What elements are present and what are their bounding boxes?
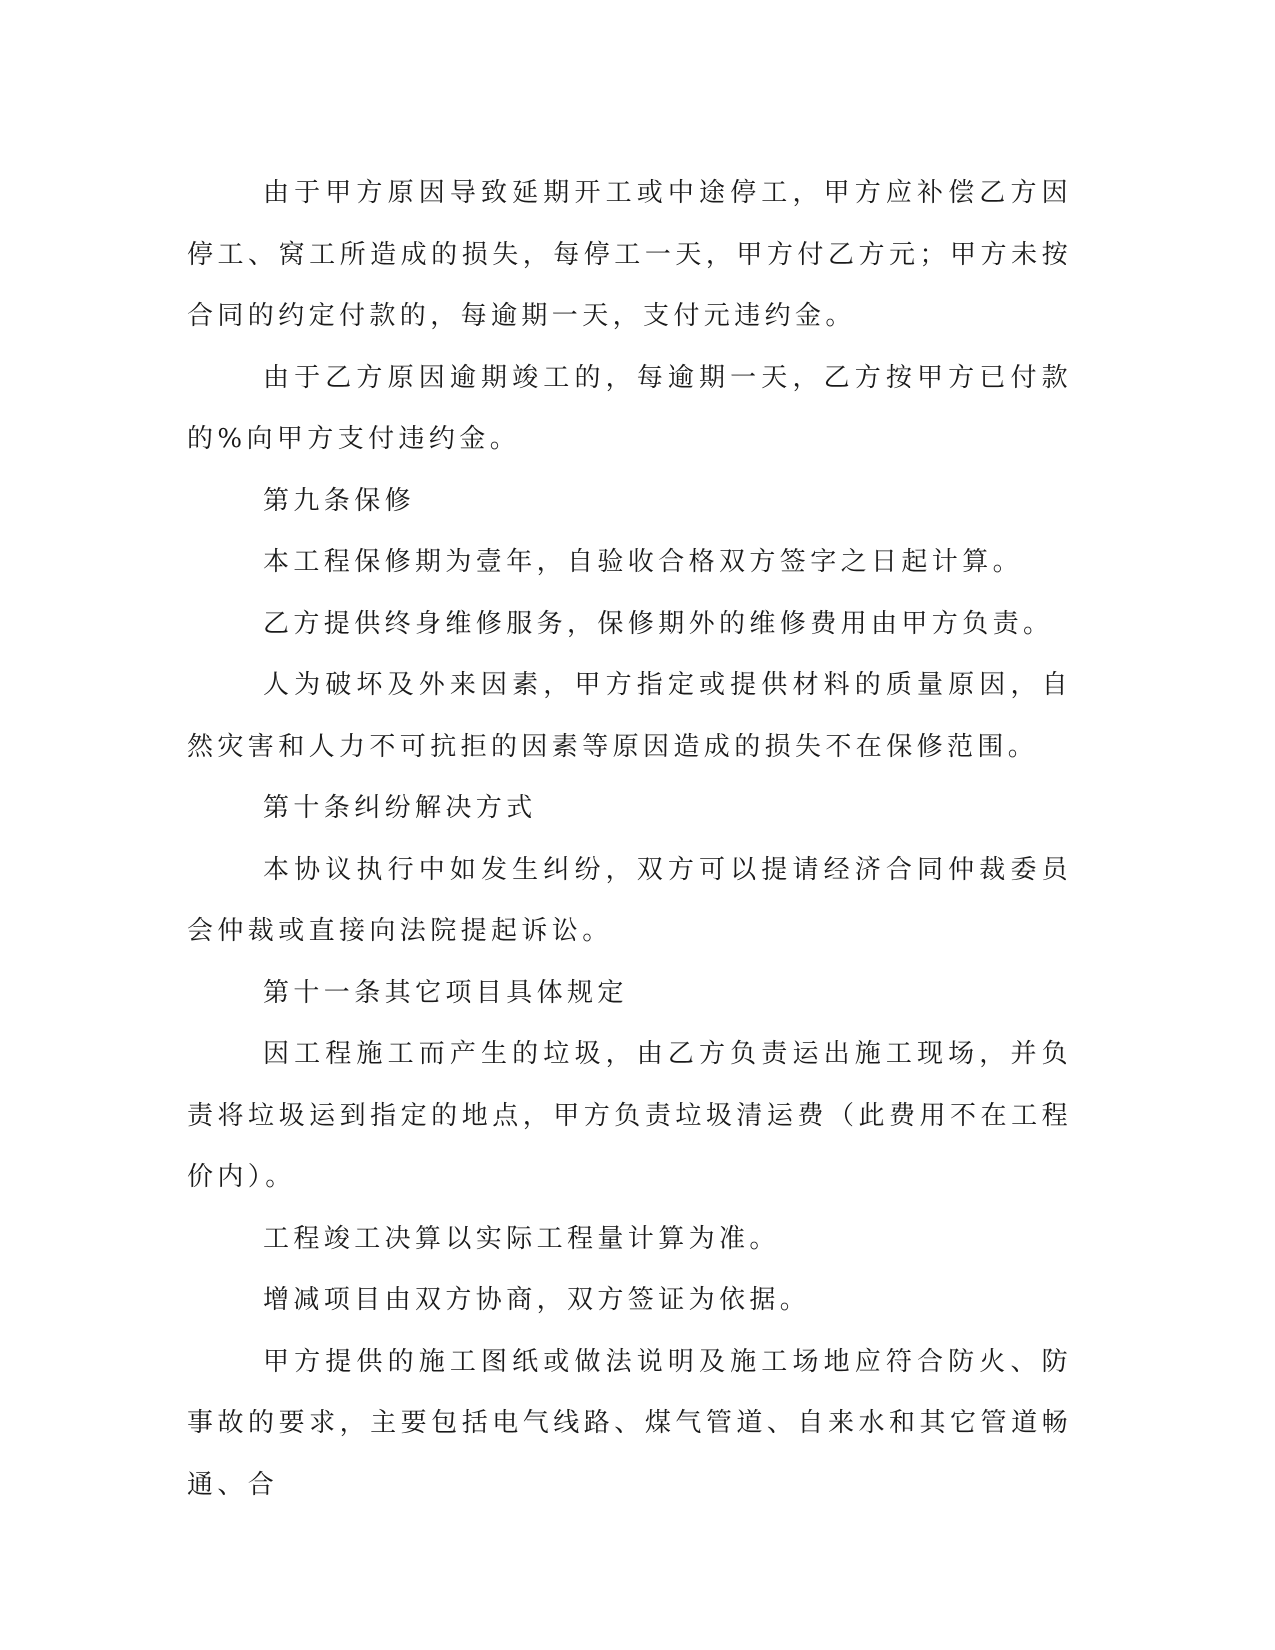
paragraph-delay-compensation: 由于甲方原因导致延期开工或中途停工，甲方应补偿乙方因停工、窝工所造成的损失，每停工一天，甲方付乙方元；甲方未按合同的约定付款的，每逾期一天，支付元违约金。 [187, 178, 1072, 331]
heading-article-9-warranty: 第九条保修 [263, 485, 416, 516]
paragraph-warranty-exclusions: 人为破坏及外来因素，甲方指定或提供材料的质量原因，自然灾害和人力不可抗拒的因素等原因造成的损失不在保修范围。 [187, 670, 1072, 762]
paragraph-waste-removal: 因工程施工而产生的垃圾，由乙方负责运出施工现场，并负责将垃圾运到指定的地点，甲方负责垃圾清运费（此费用不在工程价内）。 [187, 1039, 1072, 1192]
heading-article-11-other-provisions: 第十一条其它项目具体规定 [263, 977, 628, 1008]
paragraph-warranty-period: 本工程保修期为壹年，自验收合格双方签字之日起计算。 [263, 547, 1024, 577]
paragraph-overdue-penalty: 由于乙方原因逾期竣工的，每逾期一天，乙方按甲方已付款的%向甲方支付违约金。 [187, 362, 1072, 454]
heading-article-10-disputes: 第十条纠纷解决方式 [263, 793, 537, 823]
paragraph-lifetime-service: 乙方提供终身维修服务，保修期外的维修费用由甲方负责。 [263, 608, 1054, 639]
paragraph-site-requirements: 甲方提供的施工图纸或做法说明及施工场地应符合防火、防事故的要求，主要包括电气线路、煤气管道、自来水和其它管道畅通、合 [187, 1346, 1072, 1500]
document-body [187, 163, 1072, 1516]
paragraph-change-items: 增减项目由双方协商，双方签证为依据。 [263, 1285, 811, 1315]
paragraph-final-settlement: 工程竣工决算以实际工程量计算为准。 [263, 1223, 780, 1254]
paragraph-dispute-resolution: 本协议执行中如发生纠纷，双方可以提请经济合同仲裁委员会仲裁或直接向法院提起诉讼。 [187, 854, 1072, 946]
